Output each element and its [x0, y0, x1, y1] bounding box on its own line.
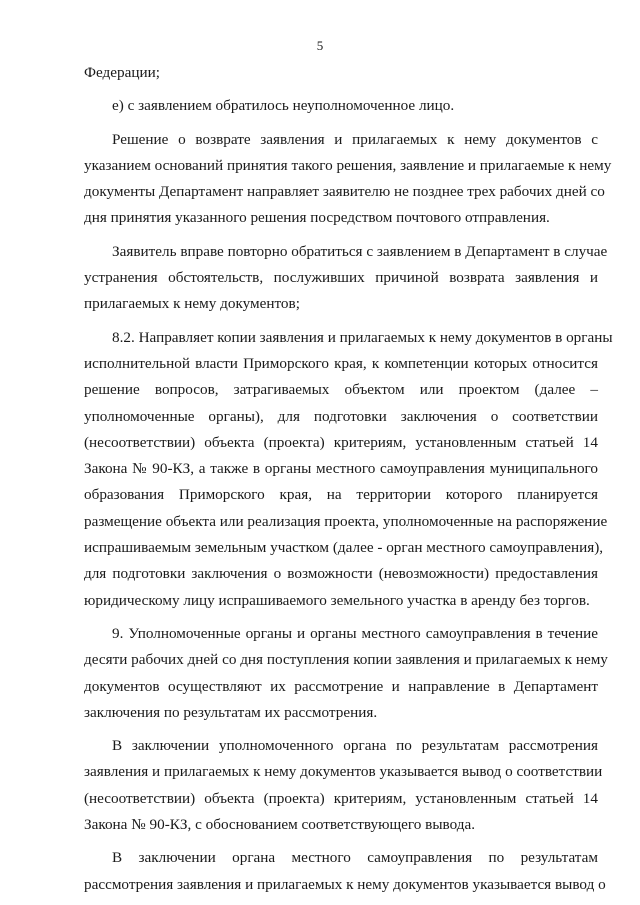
- text-line: для подготовки заключения о возможности (невозможности) предоставления: [84, 565, 598, 583]
- text-line: указанием оснований принятия такого решения, заявление и прилагаемые к нему: [84, 156, 612, 174]
- text-line: (несоответствии) объекта (проекта) критериям, установленным статьей 14: [84, 789, 598, 807]
- text-line: дня принятия указанного решения посредством почтового отправления.: [84, 209, 550, 227]
- paragraph: [84, 621, 608, 726]
- paragraph: [84, 93, 598, 119]
- text-line: е) с заявлением обратилось неуполномоченное лицо.: [112, 97, 455, 115]
- text-line: десяти рабочих дней со дня поступления копии заявления и прилагаемых к нему: [84, 651, 608, 669]
- paragraph: [84, 239, 608, 318]
- text-line: размещение объекта или реализация проекта, уполномоченные на распоряжение: [84, 512, 608, 530]
- text-line: уполномоченные органы), для подготовки заключения о соответствии: [84, 407, 598, 425]
- text-line: 8.2. Направляет копии заявления и прилагаемых к нему документов в органы: [112, 328, 613, 346]
- text-line: юридическому лицу испрашиваемого земельного участка в аренду без торгов.: [84, 591, 590, 609]
- text-line: заявления и прилагаемых к нему документов указывается вывод о соответствии: [84, 763, 603, 781]
- text-line: заключения по результатам их рассмотрения.: [84, 703, 378, 721]
- text-line: В заключении уполномоченного органа по результатам рассмотрения: [112, 737, 598, 755]
- text-line: Федерации;: [84, 64, 160, 81]
- paragraph: [84, 845, 606, 898]
- paragraph: [84, 60, 598, 86]
- text-line: (несоответствии) объекта (проекта) критериям, установленным статьей 14: [84, 433, 598, 451]
- text-line: прилагаемых к нему документов;: [84, 295, 300, 313]
- text-line: Заявитель вправе повторно обратиться с заявлением в Департамент в случае: [112, 242, 608, 260]
- text-line: испрашиваемым земельным участком (далее - орган местного самоуправления),: [84, 539, 604, 557]
- text-line: решение вопросов, затрагиваемых объектом или проектом (далее –: [84, 381, 598, 399]
- text-line: документы Департамент направляет заявителю не позднее трех рабочих дней со: [84, 183, 605, 201]
- text-line: Закона № 90-КЗ, а также в органы местного самоуправления муниципального: [84, 460, 598, 478]
- text-line: 9. Уполномоченные органы и органы местного самоуправления в течение: [112, 624, 598, 642]
- text-line: документов осуществляют их рассмотрение и направление в Департамент: [84, 677, 598, 695]
- text-line: Решение о возврате заявления и прилагаемых к нему документов с: [112, 130, 598, 148]
- text-line: образования Приморского края, на территории которого планируется: [84, 486, 598, 504]
- text-line: Закона № 90-КЗ, с обоснованием соответствующего вывода.: [84, 816, 476, 834]
- page-number: 5: [316, 38, 324, 53]
- text-line: рассмотрения заявления и прилагаемых к нему документов указывается вывод о: [84, 875, 606, 893]
- paragraph: [84, 325, 613, 614]
- text-line: устранения обстоятельств, послуживших причиной возврата заявления и: [84, 269, 598, 287]
- text-line: В заключении органа местного самоуправления по результатам: [112, 849, 598, 867]
- paragraph: [84, 127, 612, 232]
- document-body: [84, 60, 613, 898]
- text-line: исполнительной власти Приморского края, к компетенции которых относится: [84, 354, 598, 372]
- paragraph: [84, 733, 603, 838]
